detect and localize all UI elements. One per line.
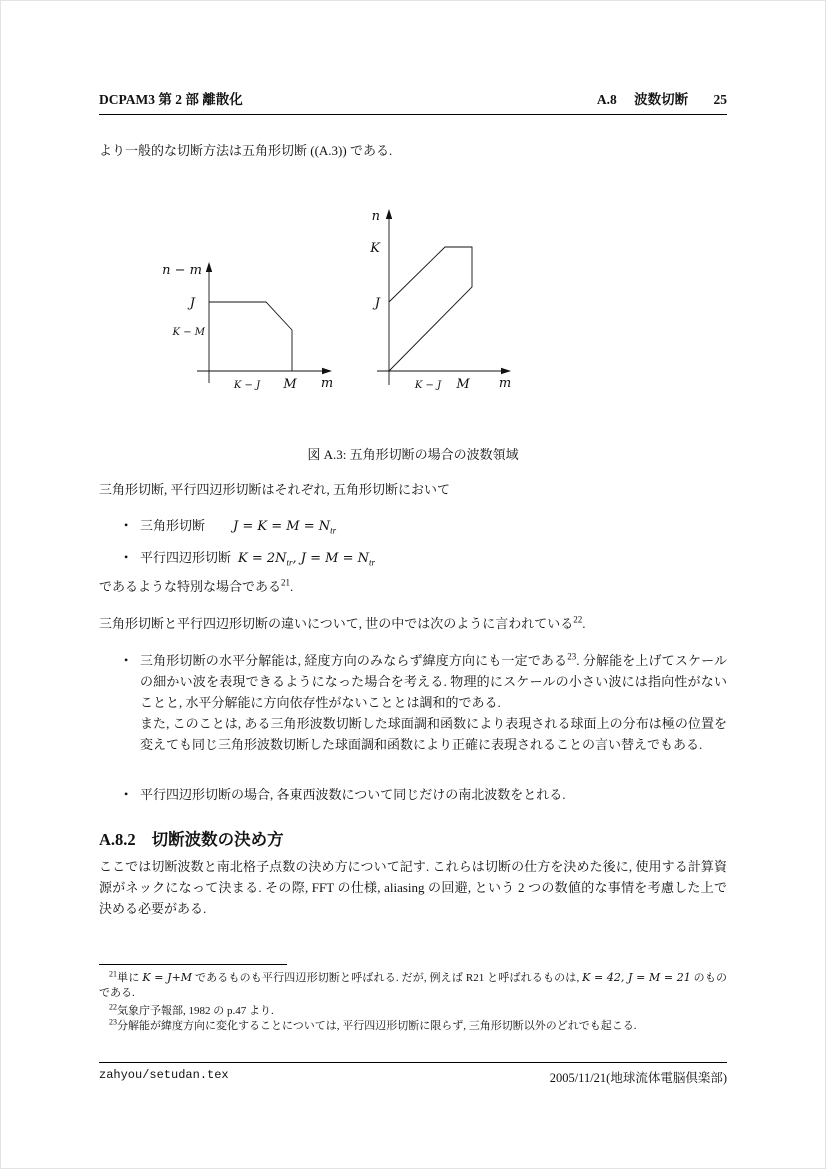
math-run: K = J+M [142,971,193,984]
left-x-axis-label: m [320,376,334,391]
footer-source-file: zahyou/setudan.tex [99,1068,229,1082]
text-run: 三角形切断の水平分解能は, 経度方向のみならず緯度方向にも一定である [140,653,568,668]
left-pentagon-boundary [209,302,292,371]
math-run: K = 2N [238,551,287,566]
footnote-marker-23: 23 [109,1017,117,1027]
text-run: . [582,616,586,631]
list-item-parallelogram [99,547,727,574]
text-run: . [290,579,294,594]
math-subscript: tr [330,525,337,536]
header-section-number: A.8 [596,92,617,107]
section-number: A.8.2 [99,830,136,849]
footnote-23 [99,1019,727,1034]
text-run: また, このことは, ある三角形波数切断した球面調和函数により表現される球面上の分布は極の位置を変えても同じ三角形波数切断した球面調和函数により正確に表現されることの言い替えでもある. [140,716,727,752]
text-run: 分解能が緯度方向に変化することについては, 平行四辺形切断に限らず, 三角形切断以外のどれでも起こる. [117,1020,637,1032]
right-ytick-J: J [374,296,380,311]
bullet-icon: • [124,550,129,564]
left-xtick-M: M [283,377,297,392]
footnote-ref-23: 23 [567,651,577,662]
section-heading [99,826,727,850]
header-left-title: DCPAM3 第 2 部 離散化 [99,92,243,107]
footnote-ref-21: 21 [281,577,291,588]
footer-rule [99,1062,727,1063]
footer-date-credit: 2005/11/21(地球流体電脳倶楽部) [549,1071,727,1085]
header-section-title: 波数切断 [634,92,689,107]
bullet-icon: • [124,518,129,532]
header-page-number: 25 [713,92,727,107]
header-right [597,88,727,108]
footnote-marker-22: 22 [109,1002,117,1012]
right-y-axis-arrow-icon [386,209,392,219]
left-y-axis-label: n − m [162,263,202,278]
footnote-ref-22: 22 [573,614,583,625]
right-y-axis-label: n [371,209,380,224]
list-item-text [140,650,727,755]
left-xtick-K-J: K − J [233,380,261,391]
right-diagram [369,209,511,392]
text-run: 三角形切断と平行四辺形切断の違いについて, 世の中では次のように言われている [99,616,574,631]
list-item-text [140,547,727,574]
text-run: 単に [117,972,143,984]
text-run: であるような特別な場合である [99,579,282,594]
math-run: K = 42, J = M = 21 [582,971,691,984]
left-ytick-K-M: K − M [172,327,205,338]
list-item-triangular [99,515,727,542]
left-x-axis-arrow-icon [322,368,332,374]
right-ytick-K: K [370,241,380,256]
left-y-axis-arrow-icon [206,262,212,272]
right-x-axis-label: m [498,376,512,391]
bullet-icon: • [124,787,129,801]
math-run: J = K = M = N [233,519,331,534]
list-item-parallelogram-wavenumbers [99,784,727,805]
figure-pentagonal-truncation [140,195,570,405]
method-paragraph: ここでは切断波数と南北格子点数の決め方について記す. これらは切断の仕方を決めた後に, 使用する計算資源がネックになって決まる. その際, FFT の仕様, aliasing の回避, という 2 つの数値的な事情を考慮した上で決める必要がある. [99,859,727,916]
math-subscript: tr [286,557,293,568]
left-diagram [162,262,333,392]
left-ytick-J: J [189,296,195,311]
footnote-marker-21: 21 [109,969,117,979]
bullet-icon: • [124,653,129,667]
text-run: であるものも平行四辺形切断と呼ばれる. だが, 例えば R21 と呼ばれるものは, [192,972,583,984]
footnote-22 [99,1004,727,1019]
right-x-axis-arrow-icon [501,368,511,374]
footnote-21 [99,970,727,1001]
truncations-paragraph: 三角形切断, 平行四辺形切断はそれぞれ, 五角形切断において [99,482,451,497]
difference-paragraph [99,613,727,634]
math-run: , J = M = N [292,551,370,566]
intro-paragraph: より一般的な切断方法は五角形切断 ((A.3)) である. [99,143,393,158]
right-pentagon-boundary [389,247,472,371]
text-run: . 分解能を上げてスケールの細かい波を表現できるようになった場合を考える. 物理的にスケールの小さい波には指向性がないことと, 水平分解能に方向依存性がないこととは調和的である. [140,653,727,710]
right-xtick-K-J: K − J [414,380,442,391]
text-run: 三角形切断 [140,518,206,533]
figure-caption: 図 A.3: 五角形切断の場合の波数領域 [307,447,519,462]
text-run: のものである. [99,972,727,999]
list-item-text [140,784,727,805]
math-subscript: tr [369,557,376,568]
section-title: 切断波数の決め方 [151,830,284,849]
list-item-text [140,515,727,542]
right-xtick-M: M [456,377,470,392]
page-footer [99,1068,727,1086]
list-item-triangular-resolution [99,650,727,755]
footnote-rule [99,964,287,965]
page-header [99,88,727,115]
text-run: 平行四辺形切断の場合, 各東西波数について同じだけの南北波数をとれる. [140,787,566,802]
text-run: 平行四辺形切断 [140,550,232,565]
text-run: 気象庁予報部, 1982 の p.47 より. [117,1005,274,1017]
special-case-paragraph [99,576,727,597]
